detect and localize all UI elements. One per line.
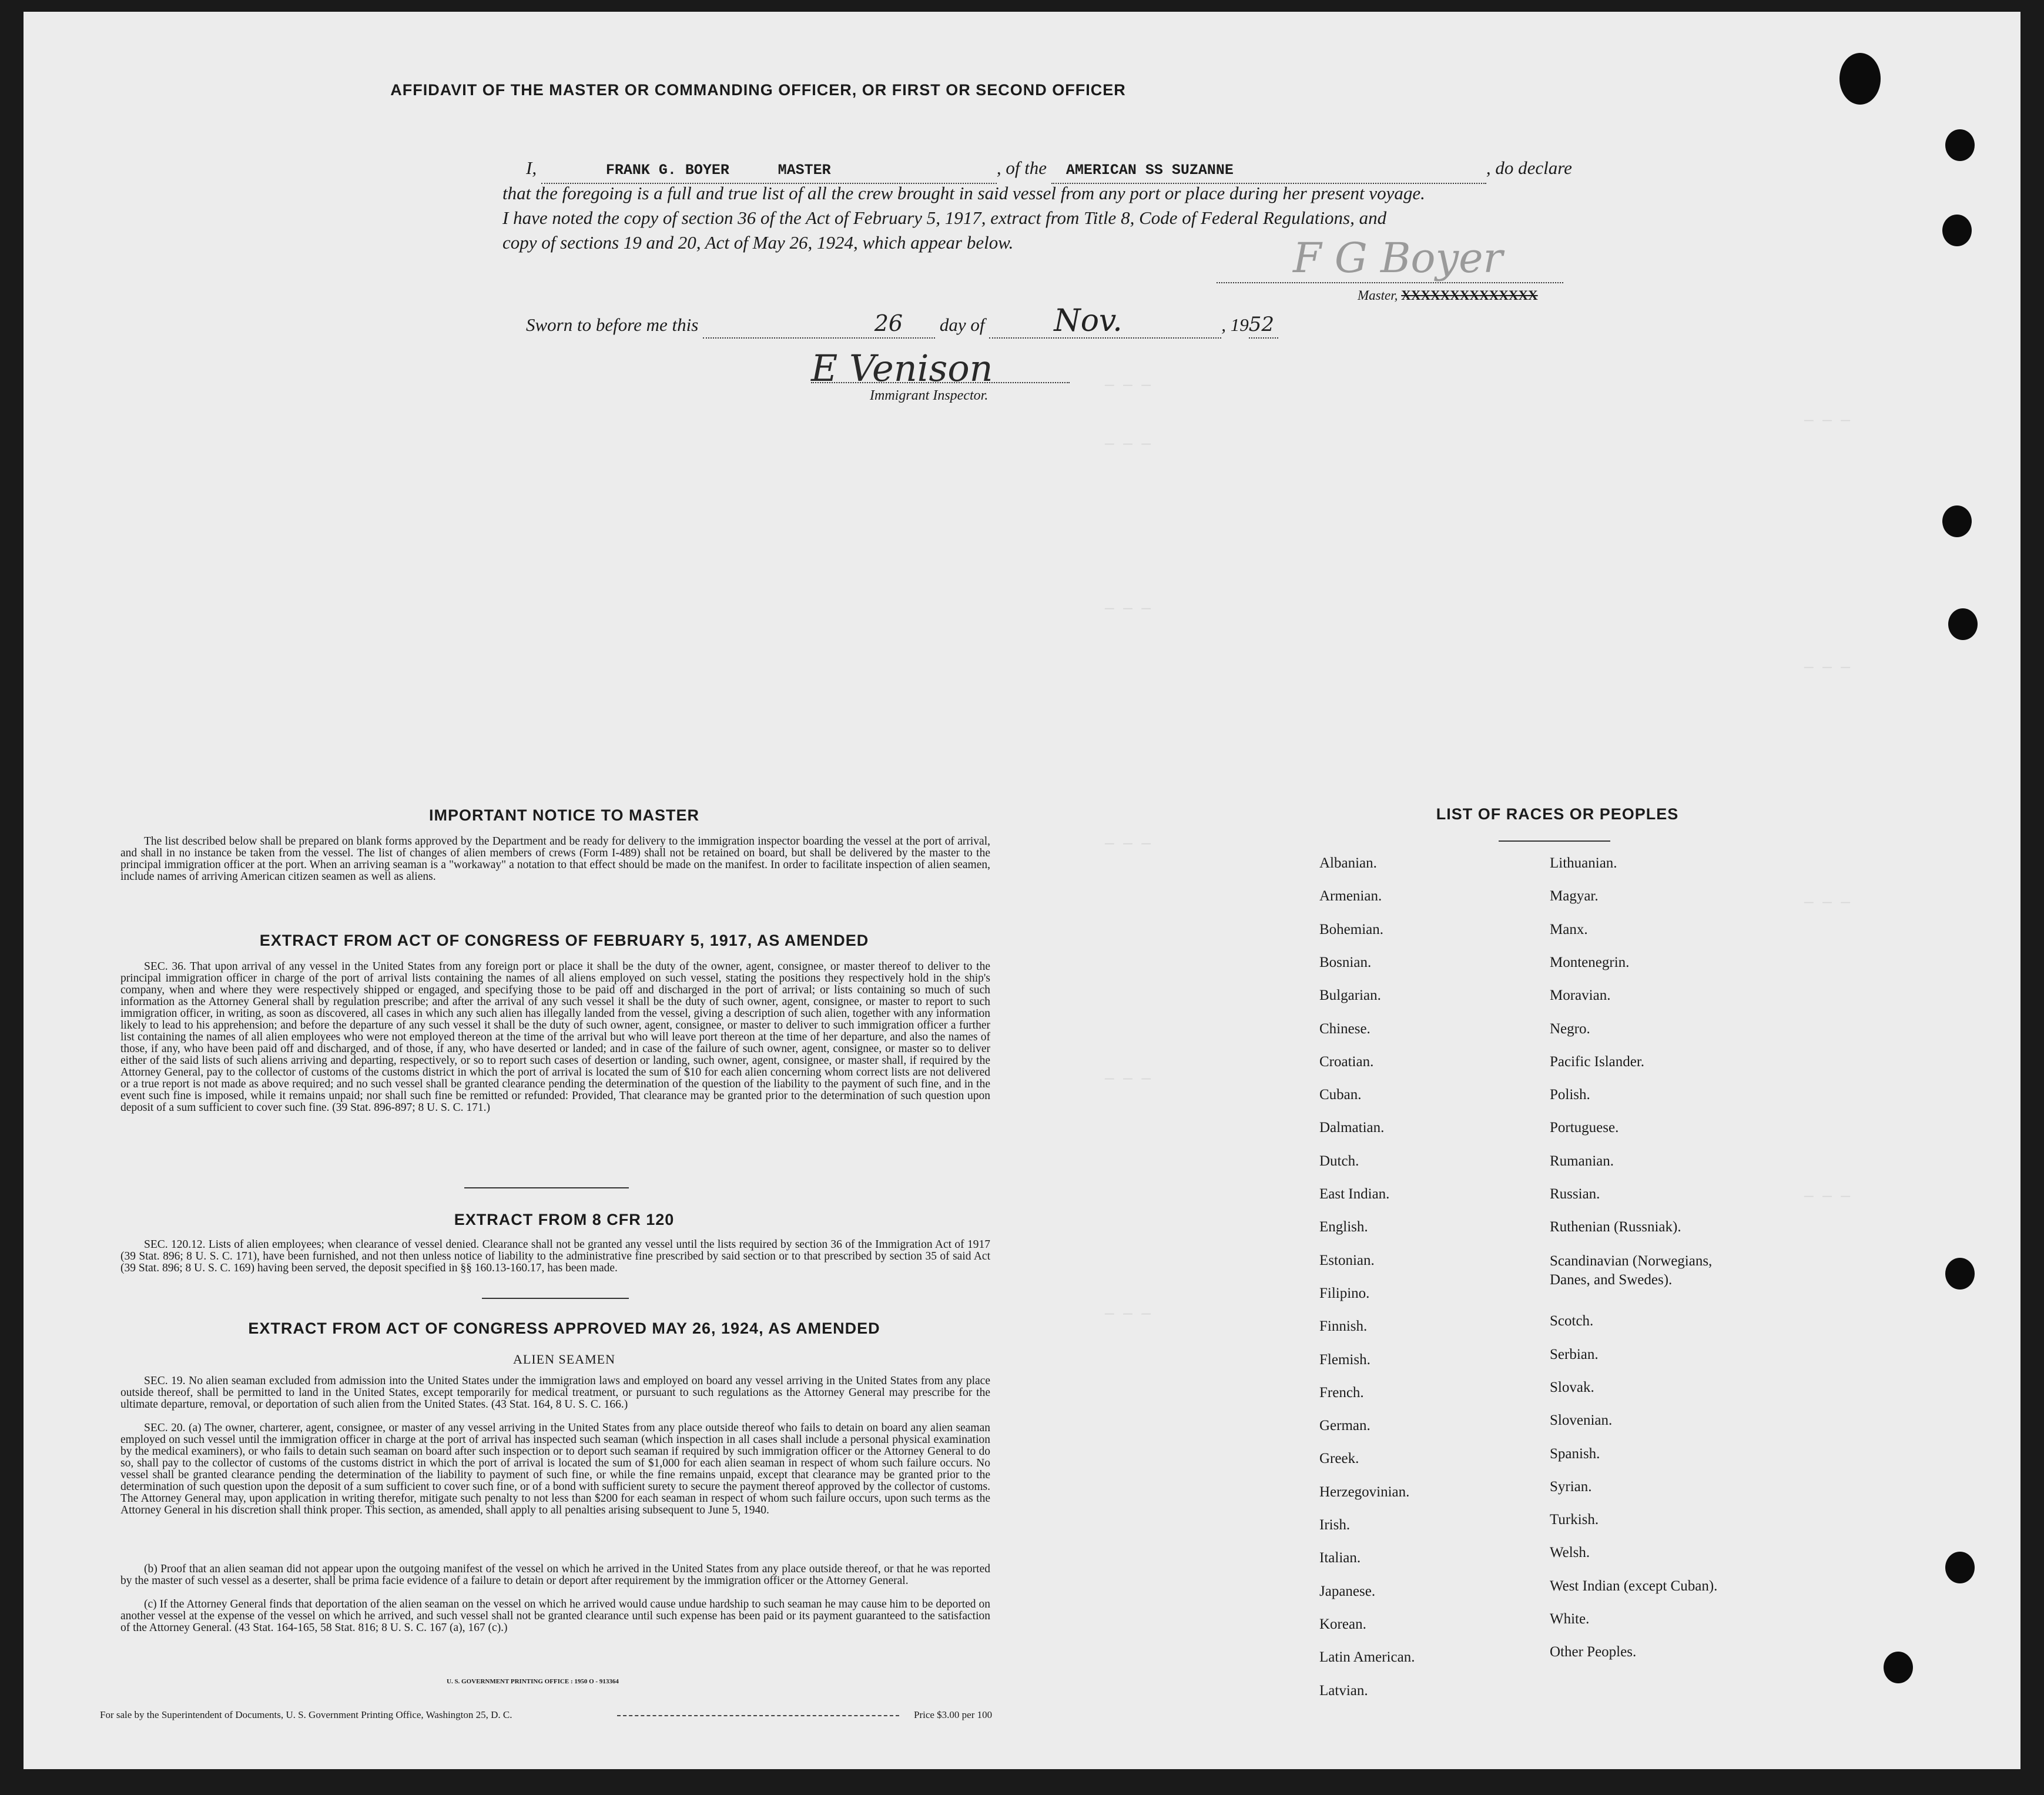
i-word: I,	[526, 158, 537, 178]
race-item: Negro.	[1550, 1020, 1590, 1037]
sworn-line	[526, 303, 1278, 339]
race-item: White.	[1550, 1611, 1590, 1627]
race-item: Other Peoples.	[1550, 1644, 1637, 1660]
notice-text: The list described below shall be prepared on blank forms approved by the Department and be ready for delivery to the immigration inspector boarding the vessel at the port of arrival, and shall in no instance be taken from the vessel. The list of changes of alien members of crews (Form I-489) shall not be retained on board, but shall be delivered by the master to the principal immigration officer at the port. When an arriving seaman is a "workaway" a notation to that effect should be made on the manifest. In order to facilitate inspection of alien seamen, include names of arriving American citizen seamen as well as aliens.	[120, 835, 990, 883]
punch-hole	[1884, 1652, 1913, 1683]
punch-hole	[1945, 129, 1975, 161]
race-item: Armenian.	[1319, 888, 1382, 905]
race-item: Japanese.	[1319, 1583, 1376, 1599]
race-item: Slovak.	[1550, 1379, 1594, 1395]
sec20b-text: (b) Proof that an alien seaman did not appear upon the outgoing manifest of the vessel on which he arrived in the United States from any place outside thereof, or that he was reported by the master of such vessel as a deserter, shall be prima facie evidence of a failure to detain or deport after requirement by the immigration officer or the Attorney General.	[120, 1563, 990, 1587]
race-item: Irish.	[1319, 1517, 1351, 1533]
punch-hole	[1942, 505, 1972, 537]
race-item: Dalmatian.	[1319, 1120, 1385, 1136]
race-item: Flemish.	[1319, 1351, 1371, 1368]
race-item: East Indian.	[1319, 1186, 1390, 1202]
race-item: Portuguese.	[1550, 1120, 1619, 1136]
race-item: Croatian.	[1319, 1053, 1374, 1070]
inspector-signature: E Venison	[811, 347, 993, 390]
race-item: Slovenian.	[1550, 1412, 1613, 1429]
race-item: German.	[1319, 1418, 1371, 1434]
race-item: Danes, and Swedes).	[1550, 1272, 1673, 1288]
race-item: Latvian.	[1319, 1682, 1368, 1699]
race-item: Serbian.	[1550, 1346, 1599, 1362]
race-item: Montenegrin.	[1550, 954, 1630, 970]
master-title-line	[1358, 283, 1538, 308]
punch-hole	[1942, 215, 1972, 246]
race-item: Manx.	[1550, 921, 1588, 937]
day-value: 26	[874, 310, 903, 336]
race-item: Pacific Islander.	[1550, 1053, 1645, 1070]
vessel-field	[1051, 156, 1486, 184]
inspector-label: Immigrant Inspector.	[870, 388, 989, 403]
printing-office-imprint: U. S. GOVERNMENT PRINTING OFFICE : 1950 O - 913364	[447, 1678, 619, 1685]
punch-hole	[1945, 1552, 1975, 1583]
races-title: LIST OF RACES OR PEOPLES	[1436, 805, 1679, 823]
struck-title: XXXXXXXXXXXXXX	[1401, 288, 1538, 303]
race-item: Bulgarian.	[1319, 987, 1381, 1004]
master-signature: F G Boyer	[1293, 234, 1503, 282]
race-item: Polish.	[1550, 1087, 1590, 1103]
punch-hole	[1948, 608, 1978, 640]
declaration-line-2: that the foregoing is a full and true list of all the crew brought in said vessel from any port or place during her present voyage.	[502, 183, 1425, 203]
vessel-name: AMERICAN SS SUZANNE	[1065, 162, 1234, 179]
extract-cfr-title: EXTRACT FROM 8 CFR 120	[454, 1211, 675, 1228]
extract-1917-text: SEC. 36. That upon arrival of any vessel in the United States from any foreign port or place it shall be the duty of the owner, agent, consignee, or master thereof to deliver to the principal immigration officer in charge of the port of arrival lists containing the names of all aliens employed on such vessel, stating the positions they respectively hold in the ship's company, when and where they were respectively shipped or engaged, and specifying those to be paid off and discharged in the port of arrival; or lists containing so much of such information as the Attorney General shall by regulation prescribe; and after the arrival of any such vessel it shall be the duty of such owner, agent, consignee, or master to report to such immigration officer, in writing, as soon as discovered, all cases in which any such alien has illegally landed from the vessel, giving a description of such alien, together with any information likely to lead to his apprehension; and before the departure of any such vessel it shall be the duty of such owner, agent, consignee, or master to deliver to such immigration officer a further list containing the names of all alien employees who were not employed thereon at the time of the arrival but who will leave port thereon at the time of her departure, and also the names of those, if any, who have been paid off and discharged, and of those, if any, who have deserted or landed; and in case of the failure of such owner, agent, consignee, or master so to deliver either of the said lists of such aliens arriving and departing, respectively, or so to report such cases of desertion or landing, such owner, agent, consignee, or master shall, if required by the Attorney General, pay to the collector of customs of the customs district in which the port of arrival is located the sum of $10 for each alien concerning whom correct lists are not delivered or a true report is not made as above required; and no such vessel shall be granted clearance pending the determination of the question of the liability to the payment of such fine, and in the event such fine is imposed, while it remains unpaid; nor shall such fine be remitted or refunded: Provided, That clearance may be granted prior to the determination of such question upon deposit of a sum sufficient to cover such fine. (39 Stat. 896-897; 8 U. S. C. 171.)	[120, 960, 990, 1114]
race-item: Russian.	[1550, 1186, 1600, 1202]
declaration-line-3: I have noted the copy of section 36 of the Act of February 5, 1917, extract from Title 8, Code of Federal Regulations, and	[502, 207, 1387, 228]
extract-1917-title: EXTRACT FROM ACT OF CONGRESS OF FEBRUARY 5, 1917, AS AMENDED	[259, 932, 869, 949]
divider	[482, 1298, 629, 1299]
punch-hole	[1945, 1258, 1975, 1290]
race-item: Moravian.	[1550, 987, 1611, 1004]
footer-right: Price $3.00 per 100	[914, 1709, 993, 1720]
race-item: Syrian.	[1550, 1478, 1592, 1495]
race-item: Welsh.	[1550, 1545, 1590, 1561]
race-item: Latin American.	[1319, 1649, 1415, 1666]
race-item: English.	[1319, 1219, 1368, 1235]
race-item: West Indian (except Cuban).	[1550, 1578, 1718, 1594]
declaration-line-1	[526, 156, 1572, 184]
month-value: Nov.	[1054, 303, 1122, 339]
alien-seamen-subtitle: ALIEN SEAMEN	[513, 1352, 615, 1367]
race-item: Albanian.	[1319, 855, 1377, 871]
month-field	[989, 303, 1221, 339]
master-name: FRANK G. BOYER	[605, 162, 729, 179]
race-item: Lithuanian.	[1550, 855, 1617, 871]
race-item: Italian.	[1319, 1550, 1361, 1566]
race-item: Dutch.	[1319, 1153, 1359, 1169]
declaration-line-4: copy of sections 19 and 20, Act of May 26, 1924, which appear below.	[502, 232, 1014, 253]
race-item: Herzegovinian.	[1319, 1483, 1410, 1500]
race-item: Scotch.	[1550, 1313, 1594, 1329]
race-item: Korean.	[1319, 1616, 1366, 1632]
race-item: Cuban.	[1319, 1087, 1362, 1103]
day-of-text: day of	[939, 314, 985, 335]
of-the-text: , of the	[996, 158, 1047, 178]
race-item: Magyar.	[1550, 888, 1599, 905]
race-item: Rumanian.	[1550, 1153, 1614, 1169]
affidavit-title: AFFIDAVIT OF THE MASTER OR COMMANDING OFFICER, OR FIRST OR SECOND OFFICER	[390, 81, 1126, 99]
races-title-rule	[1499, 840, 1610, 842]
sec20a-text: SEC. 20. (a) The owner, charterer, agent, consignee, or master of any vessel arriving in the United States from any place outside thereof who fails to detain on board any alien seaman employed on such vessel until the immigration officer in charge at the port of arrival has inspected such seaman (which inspection in all cases shall include a personal physical examination by the medical examiners), or who fails to detain such seaman on board after such inspection or to deport such seaman if required by such immigration officer or the Attorney General to do so, shall pay to the collector of customs of the customs district in which the port of arrival is located the sum of $1,000 for each alien seaman in respect of whom such failure occurs. No vessel shall be granted clearance pending the determination of the liability to payment of such fine, or while the fine remains unpaid, except that clearance may be granted prior to the determination of such question upon the deposit of a sum sufficient to cover such fine, or of a bond with sufficient surety to secure the payment thereof approved by the collector of customs. The Attorney General may, upon application in writing therefor, mitigate such penalty to not less than $200 for each seaman in respect of whom such failure occurs, upon such terms as the Attorney General in his discretion shall think proper. This section, as amended, shall apply to all penalties arising subsequent to June 5, 1940.	[120, 1422, 990, 1516]
sec19-text: SEC. 19. No alien seaman excluded from admission into the United States under the immigration laws and employed on board any vessel arriving in the United States from any place outside thereof, shall be permitted to land in the United States, except temporarily for medical treatment, or pursuant to such regulations as the Attorney General may prescribe for the ultimate departure, removal, or deportation of such alien from the United States. (43 Stat. 164, 8 U. S. C. 166.)	[120, 1375, 990, 1411]
race-item: Chinese.	[1319, 1020, 1371, 1037]
extract-1924-title: EXTRACT FROM ACT OF CONGRESS APPROVED MAY 26, 1924, AS AMENDED	[248, 1320, 880, 1337]
sec20c-text: (c) If the Attorney General finds that deportation of the alien seaman on the vessel on which he arrived would cause undue hardship to such seaman he may cause him to be deported on another vessel at the expense of the vessel on which he arrived, and such vessel shall not be granted clearance until such expense has been paid or its payment guaranteed to the satisfaction of the Attorney General. (43 Stat. 164-165, 58 Stat. 816; 8 U. S. C. 167 (a), 167 (c).)	[120, 1598, 990, 1634]
sworn-text: Sworn to before me this	[526, 314, 699, 335]
race-item: Filipino.	[1319, 1285, 1370, 1301]
do-declare-text: , do declare	[1486, 158, 1572, 178]
bleed-through: — — — — — — — — — — — — — — — — — — — — — — — — — — — — — —	[1105, 376, 1851, 1322]
document-page	[24, 12, 2020, 1769]
race-item: Greek.	[1319, 1451, 1359, 1467]
divider	[464, 1187, 629, 1188]
race-item: Spanish.	[1550, 1445, 1600, 1462]
race-item: Finnish.	[1319, 1318, 1368, 1335]
race-item: Bohemian.	[1319, 921, 1384, 937]
footer-left: For sale by the Superintendent of Documents, U. S. Government Printing Office, Washington 25, D. C.	[100, 1709, 512, 1720]
race-item: Bosnian.	[1319, 954, 1372, 970]
punch-hole	[1839, 53, 1881, 105]
master-label: Master,	[1358, 288, 1398, 303]
race-item: Estonian.	[1319, 1252, 1375, 1268]
race-item: French.	[1319, 1384, 1364, 1401]
race-item: Turkish.	[1550, 1512, 1599, 1528]
year-prefix: , 19	[1221, 314, 1249, 335]
day-field	[703, 311, 935, 339]
master-name-field	[541, 156, 997, 184]
year-value: 52	[1248, 313, 1274, 336]
race-item: Scandinavian (Norwegians,	[1550, 1253, 1713, 1270]
master-rank: MASTER	[778, 162, 831, 179]
race-item: Ruthenian (Russniak).	[1550, 1219, 1681, 1235]
extract-cfr-text: SEC. 120.12. Lists of alien employees; when clearance of vessel denied. Clearance shall not be granted any vessel until the lists required by section 36 of the Immigration Act of 1917 (39 Stat. 896; 8 U. S. C. 171), have been furnished, and not then unless notice of liability to the administrative fine prescribed by said section or to that prescribed by section 35 of said Act (39 Stat. 896; 8 U. S. C. 169) having been served, the deposit specified in §§ 160.13-160.17, has been made.	[120, 1238, 990, 1274]
notice-title: IMPORTANT NOTICE TO MASTER	[429, 806, 699, 824]
year-field	[1249, 312, 1278, 339]
footer-dashed-line	[617, 1715, 899, 1716]
